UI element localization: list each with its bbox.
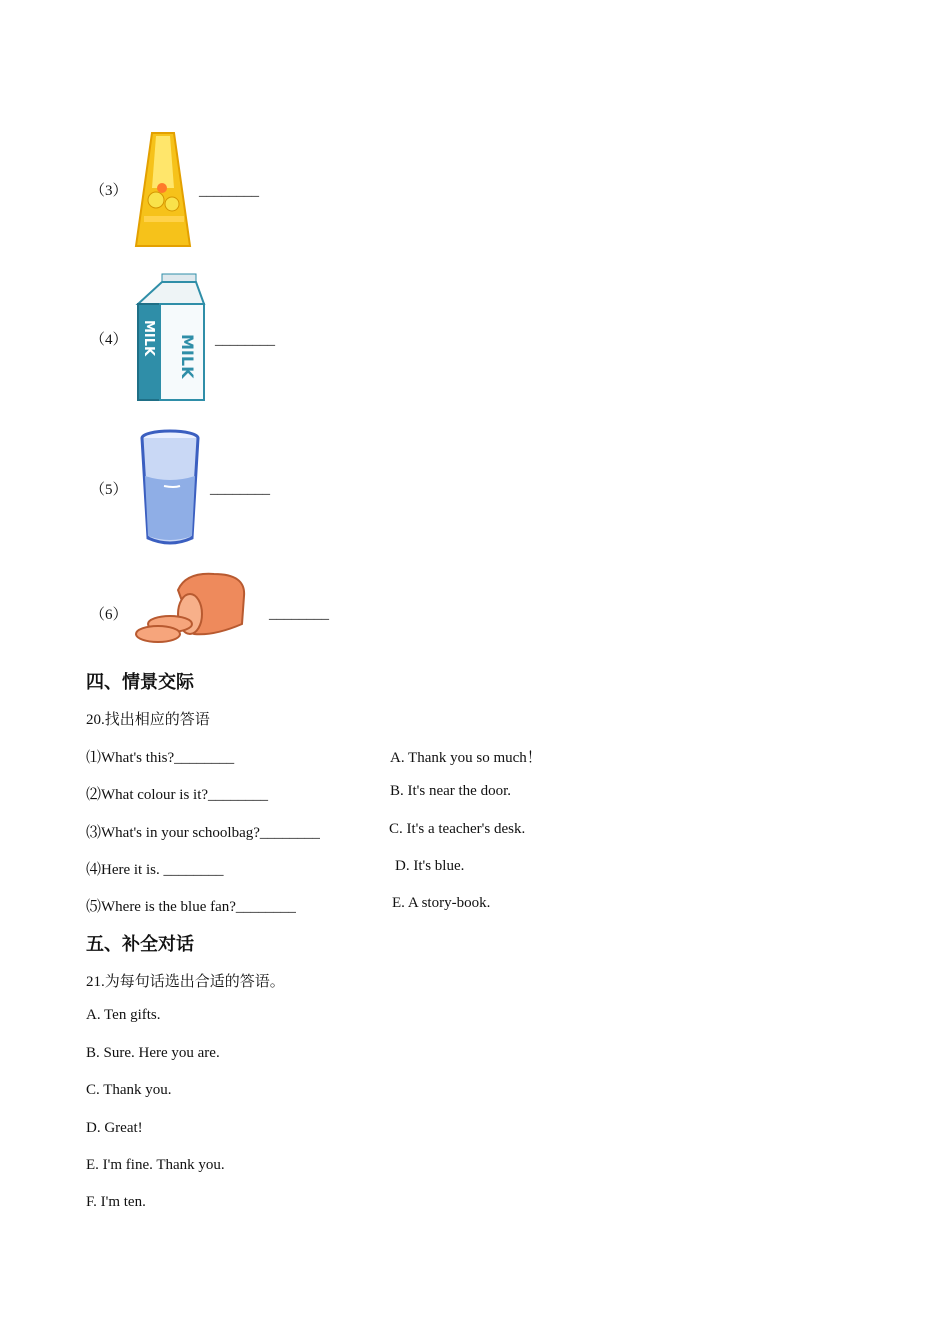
- item-6-number: （6）: [90, 607, 128, 623]
- section4-answer-c: C. It's a teacher's desk.: [389, 821, 526, 837]
- item-6-blank[interactable]: ________: [269, 606, 329, 622]
- section4-answer-e: E. A story-book.: [392, 895, 491, 911]
- item-3-number: （3）: [90, 183, 128, 199]
- section4-q1: ⑴What's this?________: [86, 750, 235, 766]
- section4-q2: ⑵What colour is it?________: [86, 787, 269, 803]
- section5-option-c: C. Thank you.: [86, 1082, 172, 1098]
- item-5-number: （5）: [90, 482, 128, 498]
- section4-answer-b: B. It's near the door.: [390, 783, 512, 799]
- juice-cup-icon: [134, 128, 194, 248]
- section4-answer-d: D. It's blue.: [395, 858, 465, 874]
- item-3-blank[interactable]: ________: [199, 183, 259, 199]
- bread-icon: [134, 570, 250, 650]
- section4-question: 20.找出相应的答语: [86, 712, 210, 728]
- carton-label: MILK: [178, 334, 197, 379]
- section4-heading: 四、情景交际: [86, 672, 194, 693]
- section5-heading: 五、补全对话: [86, 934, 194, 955]
- section5-option-b: B. Sure. Here you are.: [86, 1045, 220, 1061]
- water-glass-icon: [134, 428, 206, 548]
- carton-side-label: MILK: [141, 320, 156, 357]
- section4-q3: ⑶What's in your schoolbag?________: [86, 825, 320, 841]
- section4-answer-a: A. Thank you so much！: [390, 750, 542, 766]
- section5-option-f: F. I'm ten.: [86, 1194, 146, 1210]
- item-4-number: （4）: [90, 332, 128, 348]
- section5-option-d: D. Great!: [86, 1120, 143, 1136]
- section4-q5: ⑸Where is the blue fan?________: [86, 899, 296, 915]
- section5-option-a: A. Ten gifts.: [86, 1007, 161, 1023]
- item-4-blank[interactable]: ________: [215, 332, 275, 348]
- section5-question: 21.为每句话选出合适的答语。: [86, 974, 285, 990]
- item-5-blank[interactable]: ________: [210, 481, 270, 497]
- milk-carton-icon: [134, 274, 206, 404]
- section4-q4: ⑷Here it is. ________: [86, 862, 224, 878]
- section5-option-e: E. I'm fine. Thank you.: [86, 1157, 225, 1173]
